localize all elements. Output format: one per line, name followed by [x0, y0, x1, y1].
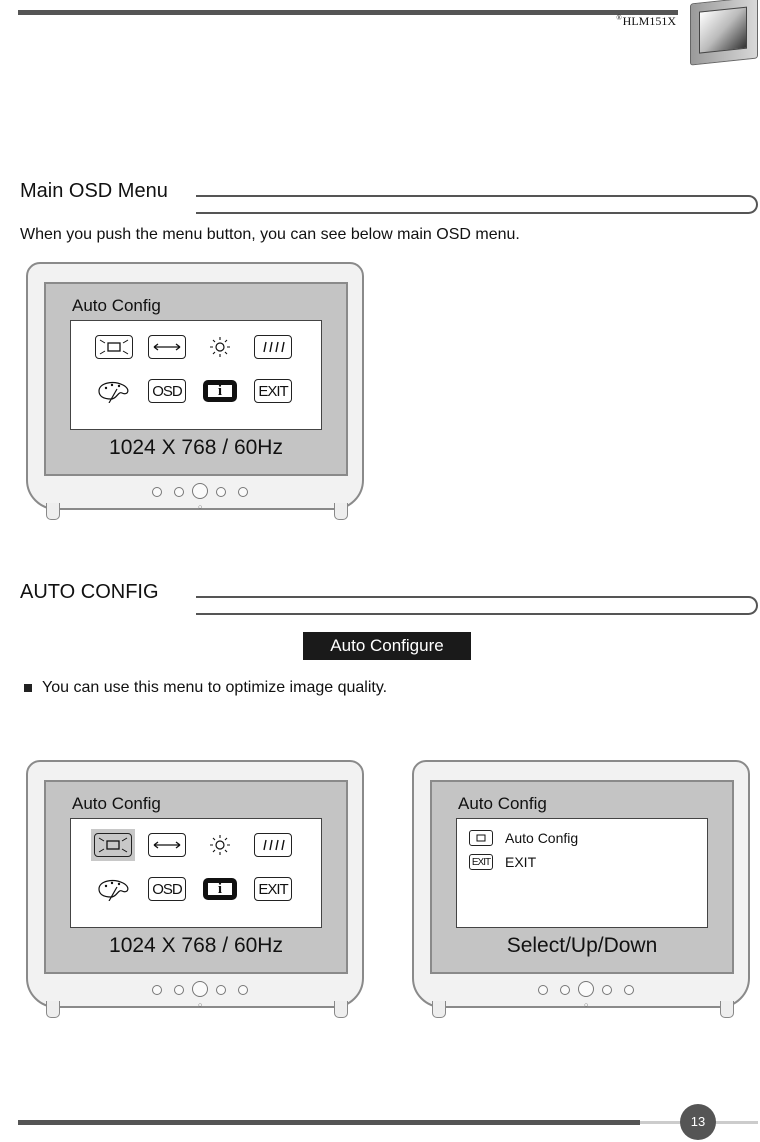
exit-icon[interactable]: EXIT: [254, 877, 292, 901]
osd-menu-panel: [456, 818, 708, 928]
osd-icon-panel: [70, 320, 322, 430]
auto-config-description: You can use this menu to optimize image quality.: [42, 679, 388, 696]
page-number: 13: [680, 1104, 716, 1140]
exit-icon[interactable]: EXIT: [254, 379, 292, 403]
monitor-foot: [720, 1001, 734, 1018]
menu-item-label: EXIT: [505, 854, 537, 870]
monitor-auto-config-menu: [412, 760, 750, 1018]
monitor-screen: [430, 780, 734, 974]
monitor-main-osd: [26, 262, 364, 520]
section-rule: [196, 195, 758, 214]
front-button: [174, 985, 184, 995]
monitor-foot: [46, 503, 60, 520]
footer-rule: [18, 1120, 640, 1125]
monitor-body: [412, 760, 750, 1008]
front-buttons: [414, 980, 748, 1009]
front-button: [560, 985, 570, 995]
menu-item-label: Auto Config: [505, 830, 579, 846]
bullet-square-icon: [24, 684, 32, 692]
clock-phase-icon[interactable]: [254, 335, 292, 359]
monitor-body: [26, 262, 364, 510]
osd-icon-panel: [70, 818, 322, 928]
front-button: [602, 985, 612, 995]
front-button: [216, 487, 226, 497]
section-title-main-osd: Main OSD Menu: [20, 180, 168, 202]
info-glyph: i: [203, 878, 237, 900]
brightness-icon[interactable]: [201, 833, 239, 857]
monitor-auto-config-icons: [26, 760, 364, 1018]
front-buttons: [28, 482, 362, 511]
exit-icon: EXIT: [469, 854, 493, 870]
front-button: [624, 985, 634, 995]
info-icon[interactable]: [201, 877, 239, 901]
section-rule: [196, 596, 758, 615]
h-position-icon[interactable]: [148, 833, 186, 857]
monitor-screen: [44, 282, 348, 476]
monitor-screen: [44, 780, 348, 974]
power-led-icon: ○: [584, 1002, 589, 1009]
front-button: [538, 985, 548, 995]
auto-config-icon[interactable]: [95, 335, 133, 359]
monitor-foot: [334, 1001, 348, 1018]
color-palette-icon[interactable]: [95, 379, 133, 403]
power-led-icon: ○: [198, 504, 203, 511]
monitor-body: [26, 760, 364, 1008]
osd-setting-icon[interactable]: OSD: [148, 877, 186, 901]
clock-phase-icon[interactable]: [254, 833, 292, 857]
monitor-foot: [46, 1001, 60, 1018]
h-position-icon[interactable]: [148, 335, 186, 359]
screen-title: Auto Config: [72, 296, 161, 315]
auto-configure-label: Auto Configure: [303, 632, 471, 660]
menu-item-auto-config[interactable]: [469, 829, 578, 847]
front-button: [152, 487, 162, 497]
power-button: [578, 981, 594, 997]
section-title-auto-config: AUTO CONFIG: [20, 581, 159, 603]
header-rule: [18, 10, 678, 15]
monitor-thumbnail: [690, 0, 758, 66]
info-glyph: i: [203, 380, 237, 402]
power-button: [192, 981, 208, 997]
front-button: [174, 487, 184, 497]
resolution-status: 1024 X 768 / 60Hz: [109, 934, 283, 957]
front-button: [238, 985, 248, 995]
info-icon[interactable]: [201, 379, 239, 403]
osd-setting-icon[interactable]: OSD: [148, 379, 186, 403]
front-buttons: [28, 980, 362, 1009]
front-button: [152, 985, 162, 995]
power-button: [192, 483, 208, 499]
navigation-hint: Select/Up/Down: [506, 934, 658, 957]
front-button: [238, 487, 248, 497]
monitor-foot: [432, 1001, 446, 1018]
brightness-icon[interactable]: [201, 335, 239, 359]
main-osd-description: When you push the menu button, you can see below main OSD menu.: [20, 226, 520, 243]
power-led-icon: ○: [198, 1002, 203, 1009]
color-palette-icon[interactable]: [95, 877, 133, 901]
resolution-status: 1024 X 768 / 60Hz: [109, 436, 283, 459]
auto-config-icon-highlight[interactable]: [91, 829, 135, 861]
front-button: [216, 985, 226, 995]
model-name: ®HLM151X: [616, 14, 676, 28]
screen-title: Auto Config: [458, 794, 547, 813]
auto-config-icon: [94, 833, 132, 857]
screen-title: Auto Config: [72, 794, 161, 813]
menu-item-exit[interactable]: [469, 853, 536, 871]
auto-config-icon: [469, 830, 493, 846]
monitor-foot: [334, 503, 348, 520]
